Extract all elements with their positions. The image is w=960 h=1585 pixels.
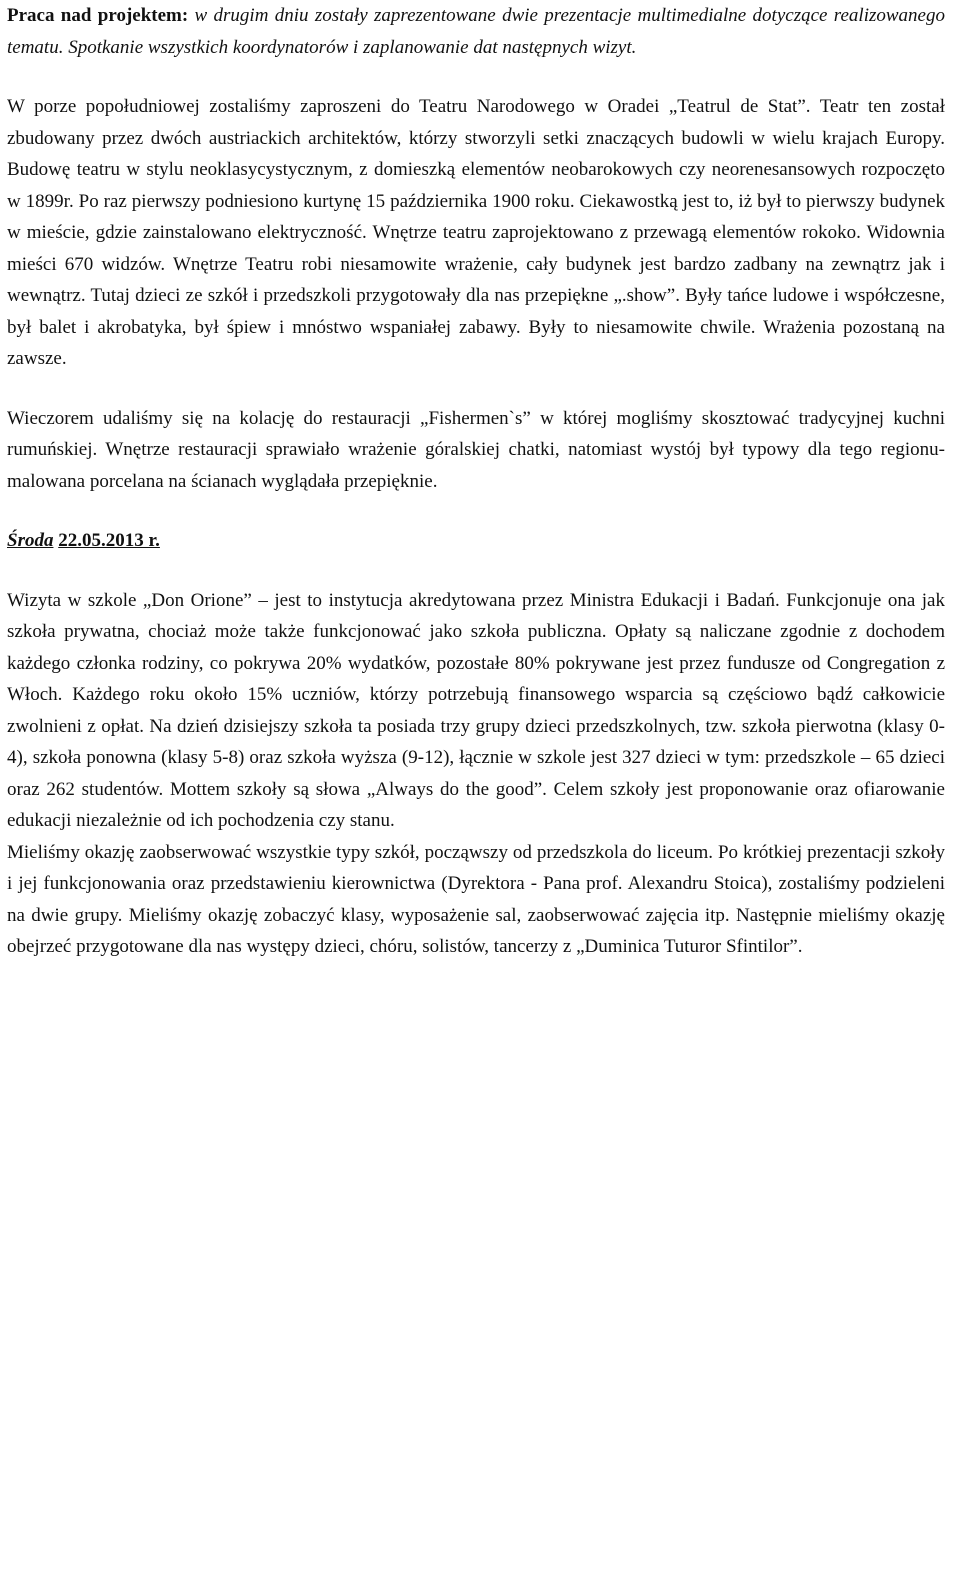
date-heading-day: Środa [7, 530, 54, 551]
paragraph-school-visit: Wizyta w szkole „Don Orione” – jest to instytucja akredytowana przez Ministra Edukacji i Badań. Funkcjonuje ona jak szkoła prywatna, chociaż może także funkcjonować jako szkoła publiczna. Opłaty są naliczane zgodnie z dochodem każdego członka rodziny, co pokrywa 20% wydatków, pozostałe 80% pokrywane jest przez fundusze od Congregation z Włoch. Każdego roku około 15% uczniów, którzy potrzebują finansowego wsparcia są częściowo bądź całkowicie zwolnieni z opłat. Na dzień dzisiejszy szkoła ta posiada trzy grupy dzieci przedszkolnych, tzw. szkoła pierwotna (klasy 0-4), szkoła ponowna (klasy 5-8) oraz szkoła wyższa (9-12), łącznie w szkole jest 327 dzieci w tym: przedszkole – 65 dzieci oraz 262 studentów. Mottem szkoły są słowa „Always do the good”. Celem szkoły jest proponowanie oraz ofiarowanie edukacji niezależnie od ich pochodzenia czy stanu. [7, 589, 945, 831]
project-work-text: w drugim dniu zostały zaprezentowane dwie prezentacje multimedialne dotyczące realizowanego tematu. Spotkanie wszystkich koordynatorów i zaplanowanie dat następnych wizyt. [7, 5, 945, 58]
date-heading [7, 525, 945, 557]
paragraph-theatre: W porze popołudniowej zostaliśmy zaproszeni do Teatru Narodowego w Oradei „Teatrul de Stat”. Teatr ten został zbudowany przez dwóch austriackich architektów, którzy stworzyli setki znaczących budowli w wielu krajach Europy. Budowę teatru w stylu neoklasycystycznym, z domieszką elementów neobarokowych czy neorenesansowych rozpoczęto w 1899r. Po raz pierwszy podniesiono kurtynę 15 października 1900 roku. Ciekawostką jest to, iż był to pierwszy budynek w mieście, gdzie zainstalowano elektryczność. Wnętrze teatru zaprojektowano z przewagą elementów rokoko. Widownia mieści 670 widzów. Wnętrze Teatru robi niesamowite wrażenie, cały budynek jest bardzo zadbany na zewnątrz jak i wewnątrz. Tutaj dzieci ze szkół i przedszkoli przygotowały dla nas przepiękne „.show”. Były tańce ludowe i współczesne, był balet i akrobatyka, był śpiew i mnóstwo wspaniałej zabawy. Były to niesamowite chwile. Wrażenia pozostaną na zawsze. [7, 96, 945, 369]
paragraph-school-tour: Mieliśmy okazję zaobserwować wszystkie typy szkół, począwszy od przedszkola do liceum. Po krótkiej prezentacji szkoły i jej funkcjonowania oraz przedstawieniu kierownictwa (Dyrektora - Pana prof. Alexandru Stoica), zostaliśmy podzieleni na dwie grupy. Mieliśmy okazję zobaczyć klasy, wyposażenie sal, zaobserwować zajęcia itp. Następnie mieliśmy okazję obejrzeć przygotowane dla nas występy dzieci, chóru, solistów, tancerzy z „Duminica Tuturor Sfintilor”. [7, 841, 945, 957]
paragraph-project-work [7, 0, 945, 63]
document-page [7, 0, 945, 963]
paragraph-restaurant: Wieczorem udaliśmy się na kolację do restauracji „Fishermen`s” w której mogliśmy skosztować tradycyjnej kuchni rumuńskiej. Wnętrze restauracji sprawiało wrażenie góralskiej chatki, natomiast wystój był typowy dla tego regionu- malowana porcelana na ścianach wyglądała przepięknie. [7, 407, 945, 492]
date-heading-date: 22.05.2013 r. [58, 530, 160, 551]
project-work-label: Praca nad projektem: [7, 5, 189, 26]
